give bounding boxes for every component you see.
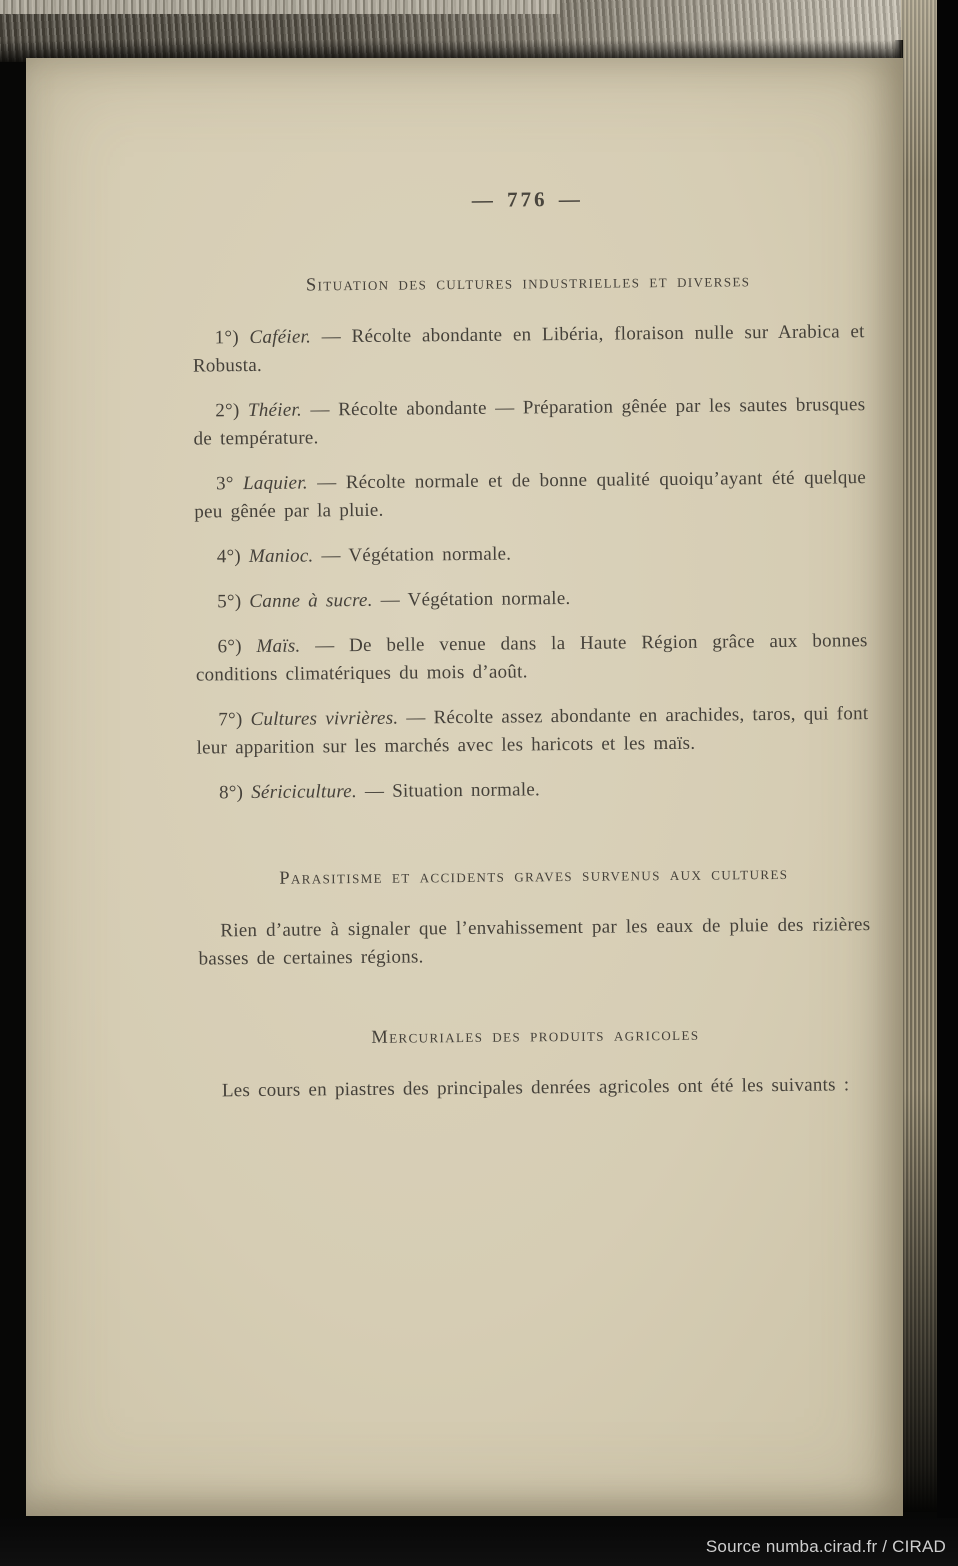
item-number: 6°) <box>217 636 242 658</box>
list-item-cultures-vivrieres <box>196 700 869 762</box>
item-body: — Situation normale. <box>364 779 541 802</box>
book-top-page-edges-strip <box>0 0 560 14</box>
item-term: Maïs. <box>256 635 301 657</box>
item-term: Cultures vivrières. <box>250 707 399 731</box>
section-heading-mercuriales: Mercuriales des produits agricoles <box>371 1024 700 1048</box>
list-item-theier <box>193 391 866 453</box>
section-heading-parasitisme: Parasitisme et accidents graves survenus aux cultures <box>279 863 789 889</box>
paragraph-mercuriales: Les cours en piastres des principales denrées agricoles ont été les suivants : <box>221 1074 850 1102</box>
list-item-laquier <box>194 464 867 526</box>
item-body: — Récolte normale et de bonne qualité quoiqu’ayant été quelque peu gênée par la pluie. <box>194 467 867 523</box>
page-number: — 776 — <box>471 186 583 212</box>
scan-bottom-bar <box>0 1518 958 1566</box>
paragraph-parasitisme: Rien d’autre à signaler que l’envahissement par les eaux de pluie des rizières basses de certaines régions. <box>198 914 871 970</box>
book-fore-edge-pages <box>901 0 937 1512</box>
item-body: — De belle venue dans la Haute Région grâce aux bonnes conditions climatériques du mois d’août. <box>195 630 868 686</box>
item-body: — Récolte abondante en Libéria, floraison nulle sur Arabica et Robusta. <box>192 321 865 377</box>
item-number: 4°) <box>216 546 242 568</box>
scan-background <box>937 0 958 1566</box>
item-number: 7°) <box>218 709 243 731</box>
list-item-mais <box>196 627 869 689</box>
item-number: 5°) <box>217 591 242 613</box>
item-number: 8°) <box>218 782 244 804</box>
list-item-manioc <box>195 537 867 571</box>
list-item-sericiculture <box>197 773 869 807</box>
item-body: — Récolte assez abondante en arachides, taros, qui font leur apparition sur les marchés avec les haricots et les maïs. <box>196 703 869 759</box>
item-body: — Récolte abondante — Préparation gênée par les sautes brusques de température. <box>193 394 866 450</box>
page-text-column <box>190 54 872 1105</box>
item-term: Sériciculture. <box>251 781 357 804</box>
item-term: Manioc. <box>248 545 314 568</box>
item-number: 3° <box>215 473 234 495</box>
item-term: Laquier. <box>242 472 308 495</box>
section-heading-cultures-industrielles: Situation des cultures industrielles et diverses <box>305 271 751 296</box>
source-credit: Source numba.cirad.fr / CIRAD <box>705 1537 946 1556</box>
item-term: Canne à sucre. <box>249 589 373 613</box>
item-number: 1°) <box>214 327 239 349</box>
item-number: 2°) <box>215 400 240 422</box>
item-term: Théier. <box>247 399 303 422</box>
item-body: — Végétation normale. <box>321 543 512 567</box>
book-page <box>26 58 903 1516</box>
list-item-cafeier <box>193 318 866 380</box>
list-item-canne-a-sucre <box>195 582 867 616</box>
item-body: — Végétation normale. <box>380 587 571 611</box>
item-term: Caféier. <box>249 326 312 349</box>
